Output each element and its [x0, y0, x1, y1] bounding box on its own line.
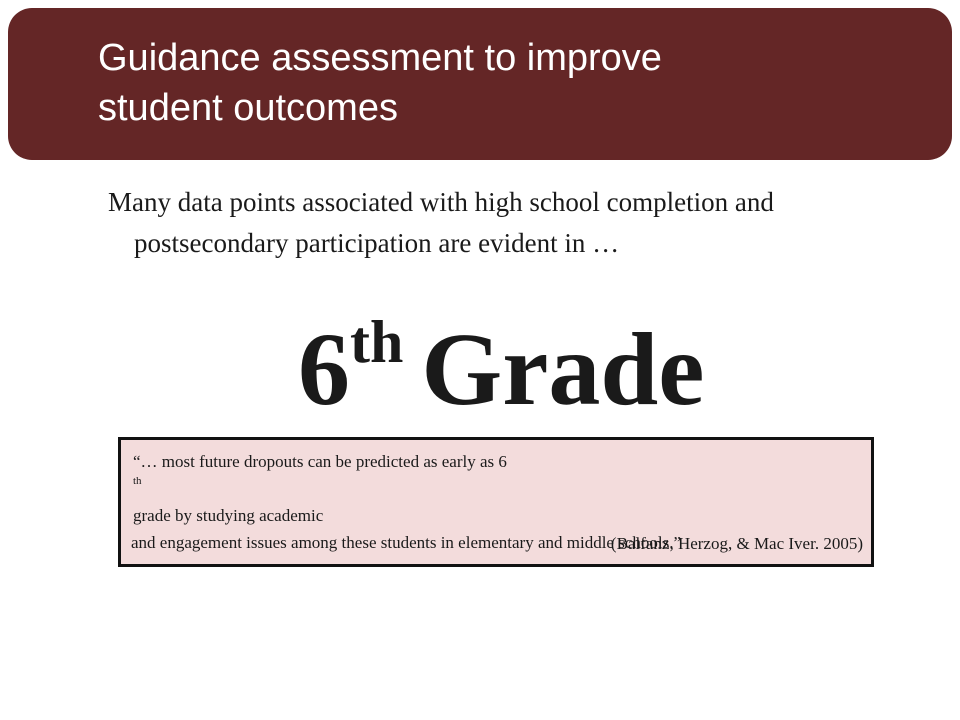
quote-line-1-prefix: “… most future dropouts can be predicted as early as 6 [133, 452, 507, 471]
quote-line-1-suffix: grade by studying academic [133, 506, 324, 525]
quote-box [118, 437, 874, 567]
big-grade-heading [298, 310, 818, 444]
big-grade-number: 6 [298, 312, 350, 427]
quote-line-1 [131, 448, 861, 529]
quote-line-1-superscript: th [133, 475, 142, 487]
slide-title [98, 33, 878, 133]
slide-body-text [108, 182, 908, 264]
slide-title-line-2: student outcomes [98, 87, 398, 129]
body-line-2: postsecondary participation are evident in … [134, 228, 620, 258]
body-line-1: Many data points associated with high school completion and [108, 187, 774, 217]
big-grade-word: Grade [421, 312, 705, 427]
quote-line-2: and engagement issues among these students in elementary and middle schools.” [131, 533, 682, 552]
big-grade-superscript: th [350, 309, 404, 375]
quote-citation: (Balfanz, Herzog, & Mac Iver. 2005) [610, 534, 863, 553]
slide-title-line-1: Guidance assessment to improve [98, 37, 662, 79]
